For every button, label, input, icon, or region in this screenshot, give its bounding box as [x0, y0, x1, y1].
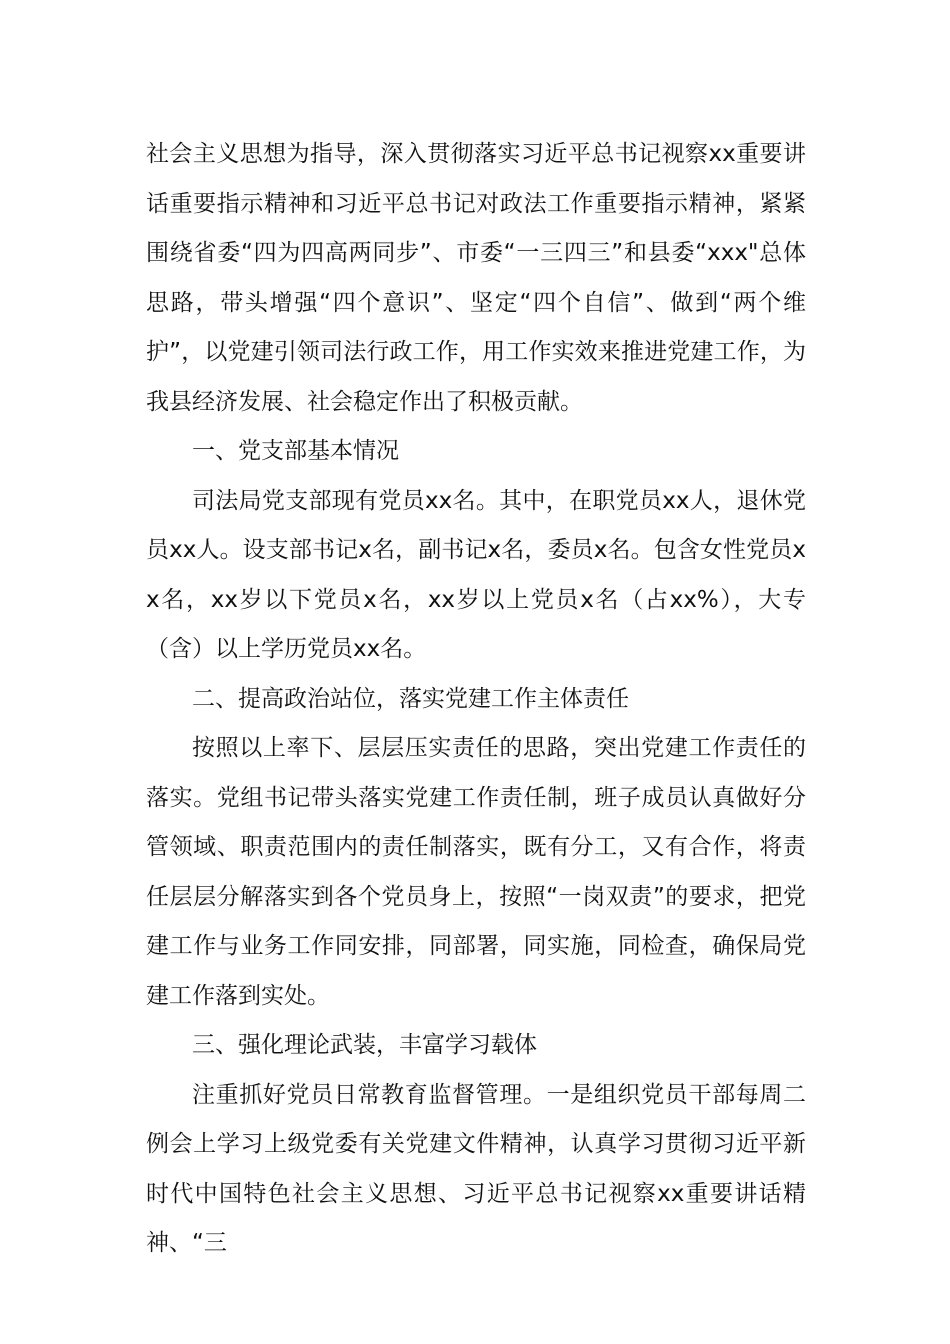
body-paragraph-2: 司法局党支部现有党员xx名。其中，在职党员xx人，退休党员xx人。设支部书记x名，副书记x名，委员x名。包含女性党员xx名，xx岁以下党员x名，xx岁以上党员x名（占xx%），大专（含）以上学历党员xx名。	[146, 487, 806, 662]
section-heading-2: 二、提高政治站位，落实党建工作主体责任	[192, 685, 629, 712]
body-paragraph-4: 注重抓好党员日常教育监督管理。一是组织党员干部每周二例会上学习上级党委有关党建文件精神，认真学习贯彻习近平新时代中国特色社会主义思想、习近平总书记视察xx重要讲话精神、“三	[146, 1081, 806, 1256]
section-heading-1: 一、党支部基本情况	[192, 438, 399, 464]
body-paragraph-1: 社会主义思想为指导，深入贯彻落实习近平总书记视察xx重要讲话重要指示精神和习近平总书记对政法工作重要指示精神，紧紧围绕省委“四为四高两同步”、市委“一三四三”和县委“xxx"总体思路，带头增强“四个意识”、坚定“四个自信”、做到“两个维护”，以党建引领司法行政工作，用工作实效来推进党建工作，为我县经济发展、社会稳定作出了积极贡献。	[146, 141, 806, 415]
body-paragraph-3: 按照以上率下、层层压实责任的思路，突出党建工作责任的落实。党组书记带头落实党建工作责任制，班子成员认真做好分管领域、职责范围内的责任制落实，既有分工，又有合作，将责任层层分解落实到各个党员身上，按照“一岗双责”的要求，把党建工作与业务工作同安排，同部署，同实施，同检查，确保局党建工作落到实处。	[146, 735, 806, 1009]
section-heading-3: 三、强化理论武装，丰富学习载体	[192, 1032, 537, 1058]
document-body	[146, 130, 806, 1269]
